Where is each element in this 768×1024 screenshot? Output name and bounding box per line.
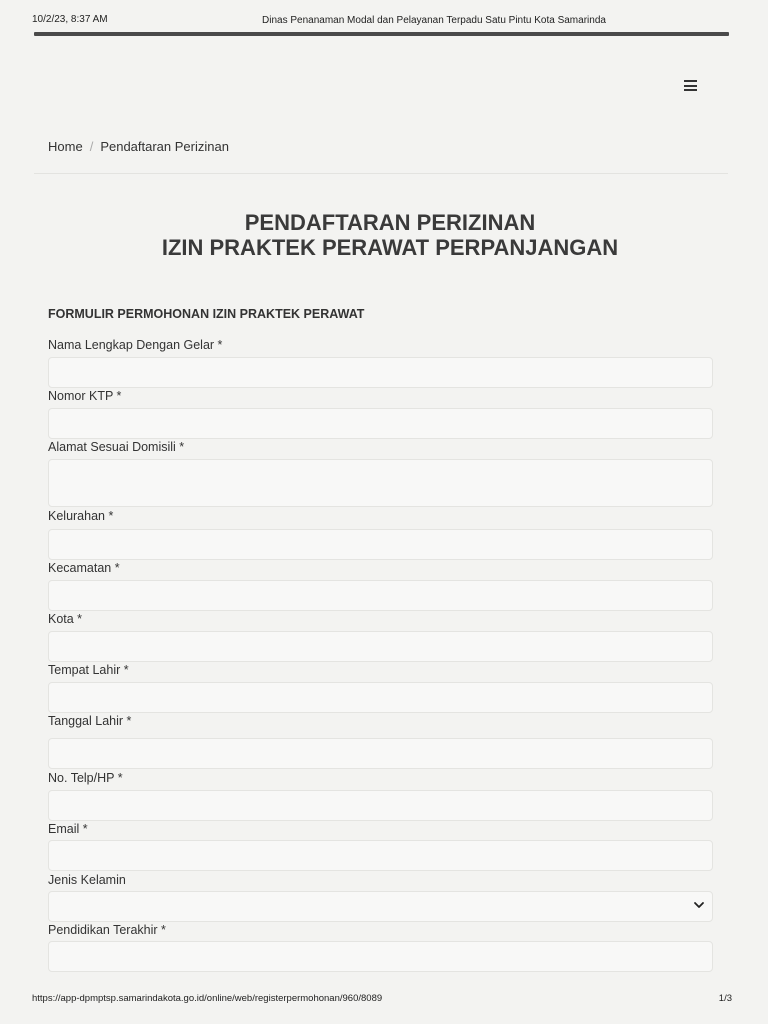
email-input[interactable] <box>48 840 713 871</box>
kelurahan-input[interactable] <box>48 529 713 560</box>
field-label-pendidikan: Pendidikan Terakhir * <box>48 923 166 937</box>
breadcrumb-separator: / <box>89 139 94 154</box>
print-site-title: Dinas Penanaman Modal dan Pelayanan Terpadu Satu Pintu Kota Samarinda <box>262 15 606 26</box>
print-url: https://app-dpmptsp.samarindakota.go.id/online/web/registerpermohonan/960/8089 <box>32 993 383 1004</box>
tanggal-lahir-input[interactable] <box>48 738 713 769</box>
nomor-ktp-input[interactable] <box>48 408 713 439</box>
breadcrumb <box>48 139 229 154</box>
field-label-kota: Kota * <box>48 612 83 626</box>
print-footer <box>32 993 732 1004</box>
nama-lengkap-input[interactable] <box>48 357 713 388</box>
alamat-textarea[interactable] <box>48 459 713 507</box>
telp-input[interactable] <box>48 790 713 821</box>
field-label-ktp: Nomor KTP * <box>48 389 122 403</box>
field-label-email: Email * <box>48 822 88 836</box>
jenis-kelamin-select[interactable] <box>48 891 713 922</box>
breadcrumb-home-link[interactable]: Home <box>48 139 83 154</box>
field-label-jenis-kelamin: Jenis Kelamin <box>48 873 126 887</box>
tempat-lahir-input[interactable] <box>48 682 713 713</box>
header-bar <box>34 32 729 36</box>
field-label-tanggal-lahir: Tanggal Lahir * <box>48 714 132 728</box>
print-header <box>32 14 732 26</box>
page-title-line1: PENDAFTARAN PERIZINAN <box>244 210 536 235</box>
page-number: 1/3 <box>718 993 732 1004</box>
divider <box>34 173 728 174</box>
breadcrumb-current: Pendaftaran Perizinan <box>100 139 229 154</box>
page-title <box>0 210 768 260</box>
field-label-kecamatan: Kecamatan * <box>48 561 120 575</box>
field-label-telp: No. Telp/HP * <box>48 771 123 785</box>
kota-input[interactable] <box>48 631 713 662</box>
field-label-kelurahan: Kelurahan * <box>48 509 114 523</box>
chevron-down-icon <box>692 898 706 912</box>
form-heading: FORMULIR PERMOHONAN IZIN PRAKTEK PERAWAT <box>48 307 365 321</box>
kecamatan-input[interactable] <box>48 580 713 611</box>
field-label-nama: Nama Lengkap Dengan Gelar * <box>48 338 223 352</box>
page-title-line2: IZIN PRAKTEK PERAWAT PERPANJANGAN <box>161 235 619 260</box>
print-datetime: 10/2/23, 8:37 AM <box>32 14 108 25</box>
field-label-alamat: Alamat Sesuai Domisili * <box>48 440 185 454</box>
field-label-tempat-lahir: Tempat Lahir * <box>48 663 129 677</box>
pendidikan-input[interactable] <box>48 941 713 972</box>
hamburger-menu-icon[interactable] <box>684 80 697 91</box>
